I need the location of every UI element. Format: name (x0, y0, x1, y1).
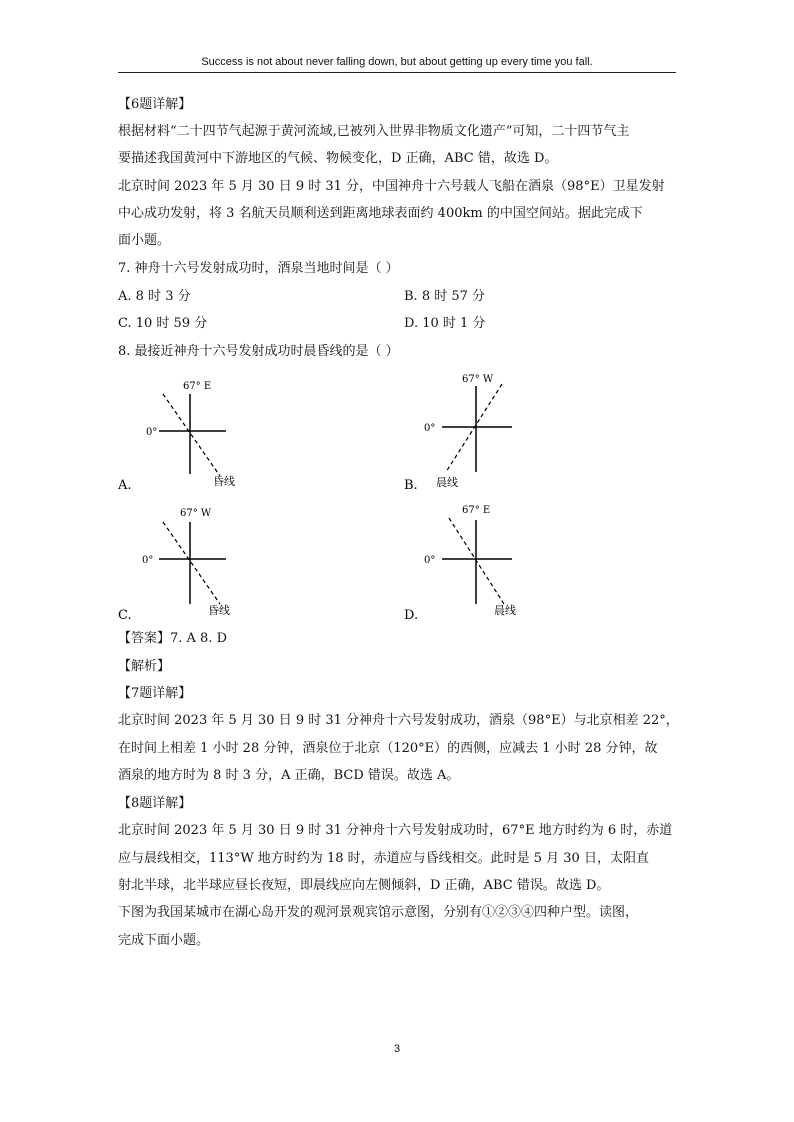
header-divider (118, 72, 676, 73)
diagram-c-meridian-label: 67° W (180, 508, 212, 519)
diagram-d-terminator-label: 晨线 (494, 604, 516, 617)
q8-diagram-b (404, 368, 544, 497)
diagram-b-terminator-label: 晨线 (436, 476, 458, 489)
diagram-b-equator-label: 0° (424, 423, 436, 434)
q8-detail-title: 【8题详解】 (118, 796, 192, 811)
q8-diagram-d (404, 500, 544, 629)
q8-diagram-c (118, 500, 258, 629)
diagram-d-meridian-label: 67° E (462, 505, 491, 516)
diagram-a-terminator-line (163, 394, 220, 476)
q7-option-d: D. 10 时 1 分 (404, 316, 486, 331)
diagram-b-terminator-line (446, 384, 502, 472)
material-line-3: 面小题。 (118, 233, 171, 248)
diagram-d-letter: D. (404, 608, 419, 623)
material-line-2: 中心成功发射，将 3 名航天员顺利送到距离地球表面约 400km 的中国空间站。据此完成下 (118, 206, 643, 221)
q8-detail-line-2: 应与晨线相交，113°W 地方时约为 18 时，赤道应与昏线相交。此时是 5 月 30 日，太阳直 (118, 851, 649, 866)
page-header-motto: Success is not about never falling down, but about getting up every time you fall. (201, 56, 593, 68)
q6-explanation-line-2: 要描述我国黄河中下游地区的气候、物候变化，D 正确，ABC 错，故选 D。 (118, 151, 558, 166)
page-number: 3 (393, 1043, 401, 1055)
diagram-d-equator-label: 0° (424, 555, 436, 566)
q8-detail-line-3: 射北半球，北半球应昼长夜短，即晨线应向左侧倾斜，D 正确，ABC 错误。故选 D。 (118, 878, 610, 893)
q6-section-title: 【6题详解】 (118, 97, 192, 112)
q8-detail-line-1: 北京时间 2023 年 5 月 30 日 9 时 31 分神舟十六号发射成功时，67°E 地方时约为 6 时，赤道 (118, 823, 673, 838)
diagram-b-meridian-label: 67° W (462, 374, 494, 385)
material-line-1: 北京时间 2023 年 5 月 30 日 9 时 31 分，中国神舟十六号载人飞船在酒泉（98°E）卫星发射 (118, 179, 665, 194)
q7-option-b: B. 8 时 57 分 (404, 289, 486, 304)
answer-line: 【答案】7. A 8. D (118, 631, 228, 646)
q7-option-a: A. 8 时 3 分 (118, 289, 191, 304)
q7-detail-line-1: 北京时间 2023 年 5 月 30 日 9 时 31 分神舟十六号发射成功，酒泉（98°E）与北京相差 22°， (118, 713, 679, 728)
analysis-label: 【解析】 (118, 659, 171, 674)
diagram-c-terminator-label: 昏线 (208, 604, 230, 617)
q7-option-c: C. 10 时 59 分 (118, 316, 208, 331)
diagram-c-terminator-line (163, 522, 220, 604)
next-material-line-1: 下图为我国某城市在湖心岛开发的观河景观宾馆示意图，分别有①②③④四种户型。读图， (118, 905, 639, 920)
q6-explanation-line-1: 根据材料“二十四节气起源于黄河流域,已被列入世界非物质文化遗产”可知，二十四节气主 (118, 124, 630, 139)
diagram-a-letter: A. (118, 478, 132, 493)
next-material-line-2: 完成下面小题。 (118, 933, 210, 948)
q7-stem: 7. 神舟十六号发射成功时，酒泉当地时间是（ ） (118, 261, 399, 276)
q8-diagram-a (118, 372, 258, 501)
q7-detail-line-2: 在时间上相差 1 小时 28 分钟，酒泉位于北京（120°E）的西侧，应减去 1 小时 28 分钟，故 (118, 741, 658, 756)
q8-stem: 8. 最接近神舟十六号发射成功时晨昏线的是（ ） (118, 344, 399, 359)
diagram-c-equator-label: 0° (142, 555, 154, 566)
diagram-a-terminator-label: 昏线 (213, 475, 235, 488)
q7-detail-line-3: 酒泉的地方时为 8 时 3 分，A 正确，BCD 错误。故选 A。 (118, 768, 460, 783)
diagram-c-letter: C. (118, 608, 132, 623)
diagram-a-meridian-label: 67° E (183, 381, 212, 392)
diagram-a-equator-label: 0° (146, 427, 158, 438)
q7-detail-title: 【7题详解】 (118, 686, 192, 701)
diagram-b-letter: B. (404, 478, 418, 493)
